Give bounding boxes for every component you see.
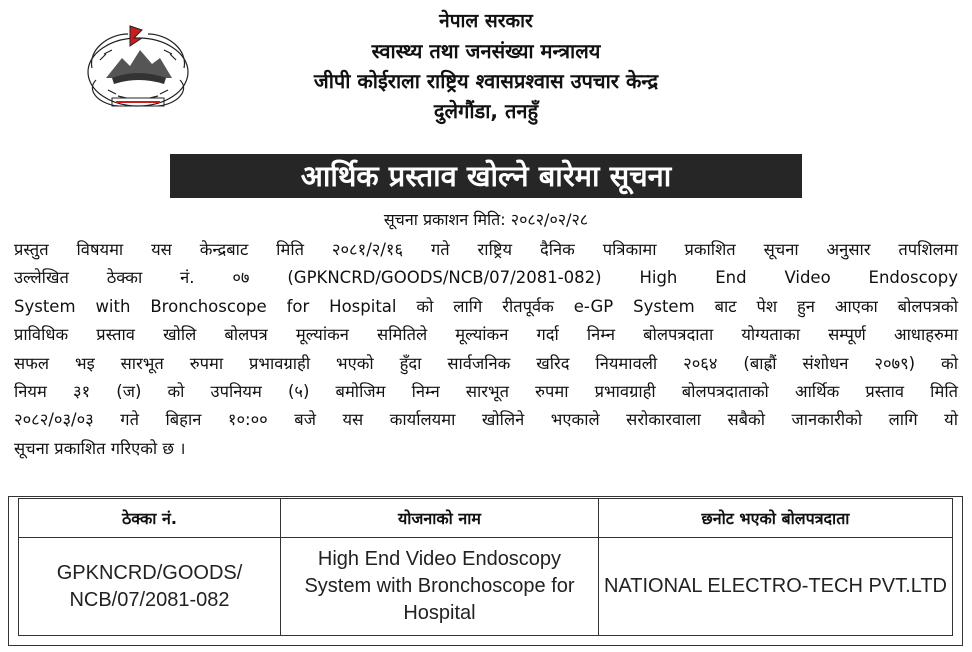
body-line: सूचना प्रकाशित गरिएको छ । [14,438,186,458]
body-line: प्राविधिक प्रस्ताव खोलि बोलपत्र मूल्यांकन समितिले मूल्यांकन गर्दा निम्न बोलपत्रदाता योग्यताका सम्पूर्ण आधाहरुमा [14,325,958,345]
contract-no-cell: GPKNCRD/GOODS/ NCB/07/2081-082 [19,538,281,636]
body-line: सफल भइ सारभूत रुपमा प्रभावग्राही भएको हुँदा सार्वजनिक खरिद नियमावली २०६४ (बाह्रौं संशोधन २०७९) को [14,353,958,373]
ministry-name: स्वास्थ्य तथा जनसंख्या मन्त्रालय [371,39,601,63]
body-line: System with Bronchoscope for Hospital को लागि रीतपूर्वक e-GP System बाट पेश हुन आएका बोलपत्रको [14,296,958,316]
government-name: नेपाल सरकार [439,10,533,32]
organization-name: जीपी कोईराला राष्ट्रिय श्वासप्रश्वास उपचार केन्द्र [313,69,659,93]
body-line: उल्लेखित ठेक्का नं. ०७ (GPKNCRD/GOODS/NCB/07/2081-082) High End Video Endoscopy [14,268,958,288]
location: दुलेगौंडा, तनहुँ [433,99,539,123]
table-header-row [19,499,953,538]
body-line: २०८२/०३/०३ गते बिहान १०:०० बजे यस कार्यालयमा खोलिने भएकाले सरोकारवाला सबैको जानकारीको लागि यो [14,410,958,430]
notice-body [14,236,958,463]
column-header-selected-bidder: छनोट भएको बोलपत्रदाता [599,499,953,538]
column-header-project-name: योजनाको नाम [281,499,599,538]
selected-bidder-table [18,498,953,636]
notice-title: आर्थिक प्रस्ताव खोल्ने बारेमा सूचना [170,154,802,198]
body-line: प्रस्तुत विषयमा यस केन्द्रबाट मिति २०८१/२/१६ गते राष्ट्रिय दैनिक पत्रिकामा प्रकाशित सूचना अनुसार तपशिलमा [14,240,958,259]
table-row [19,538,953,636]
selected-bidder-cell: NATIONAL ELECTRO-TECH PVT.LTD [599,538,953,636]
header [0,6,972,126]
publication-date: सूचना प्रकाशन मिति: २०८२/०२/२८ [383,210,589,229]
column-header-contract-no: ठेक्का नं. [19,499,281,538]
body-line: नियम ३१ (ज) को उपनियम (५) बमोजिम निम्न सारभूत रुपमा प्रभावग्राही बोलपत्रदाताको आर्थिक प्रस्ताव मिति [14,382,958,402]
project-name-cell: High End Video Endoscopy System with Bronchoscope for Hospital [281,538,599,636]
